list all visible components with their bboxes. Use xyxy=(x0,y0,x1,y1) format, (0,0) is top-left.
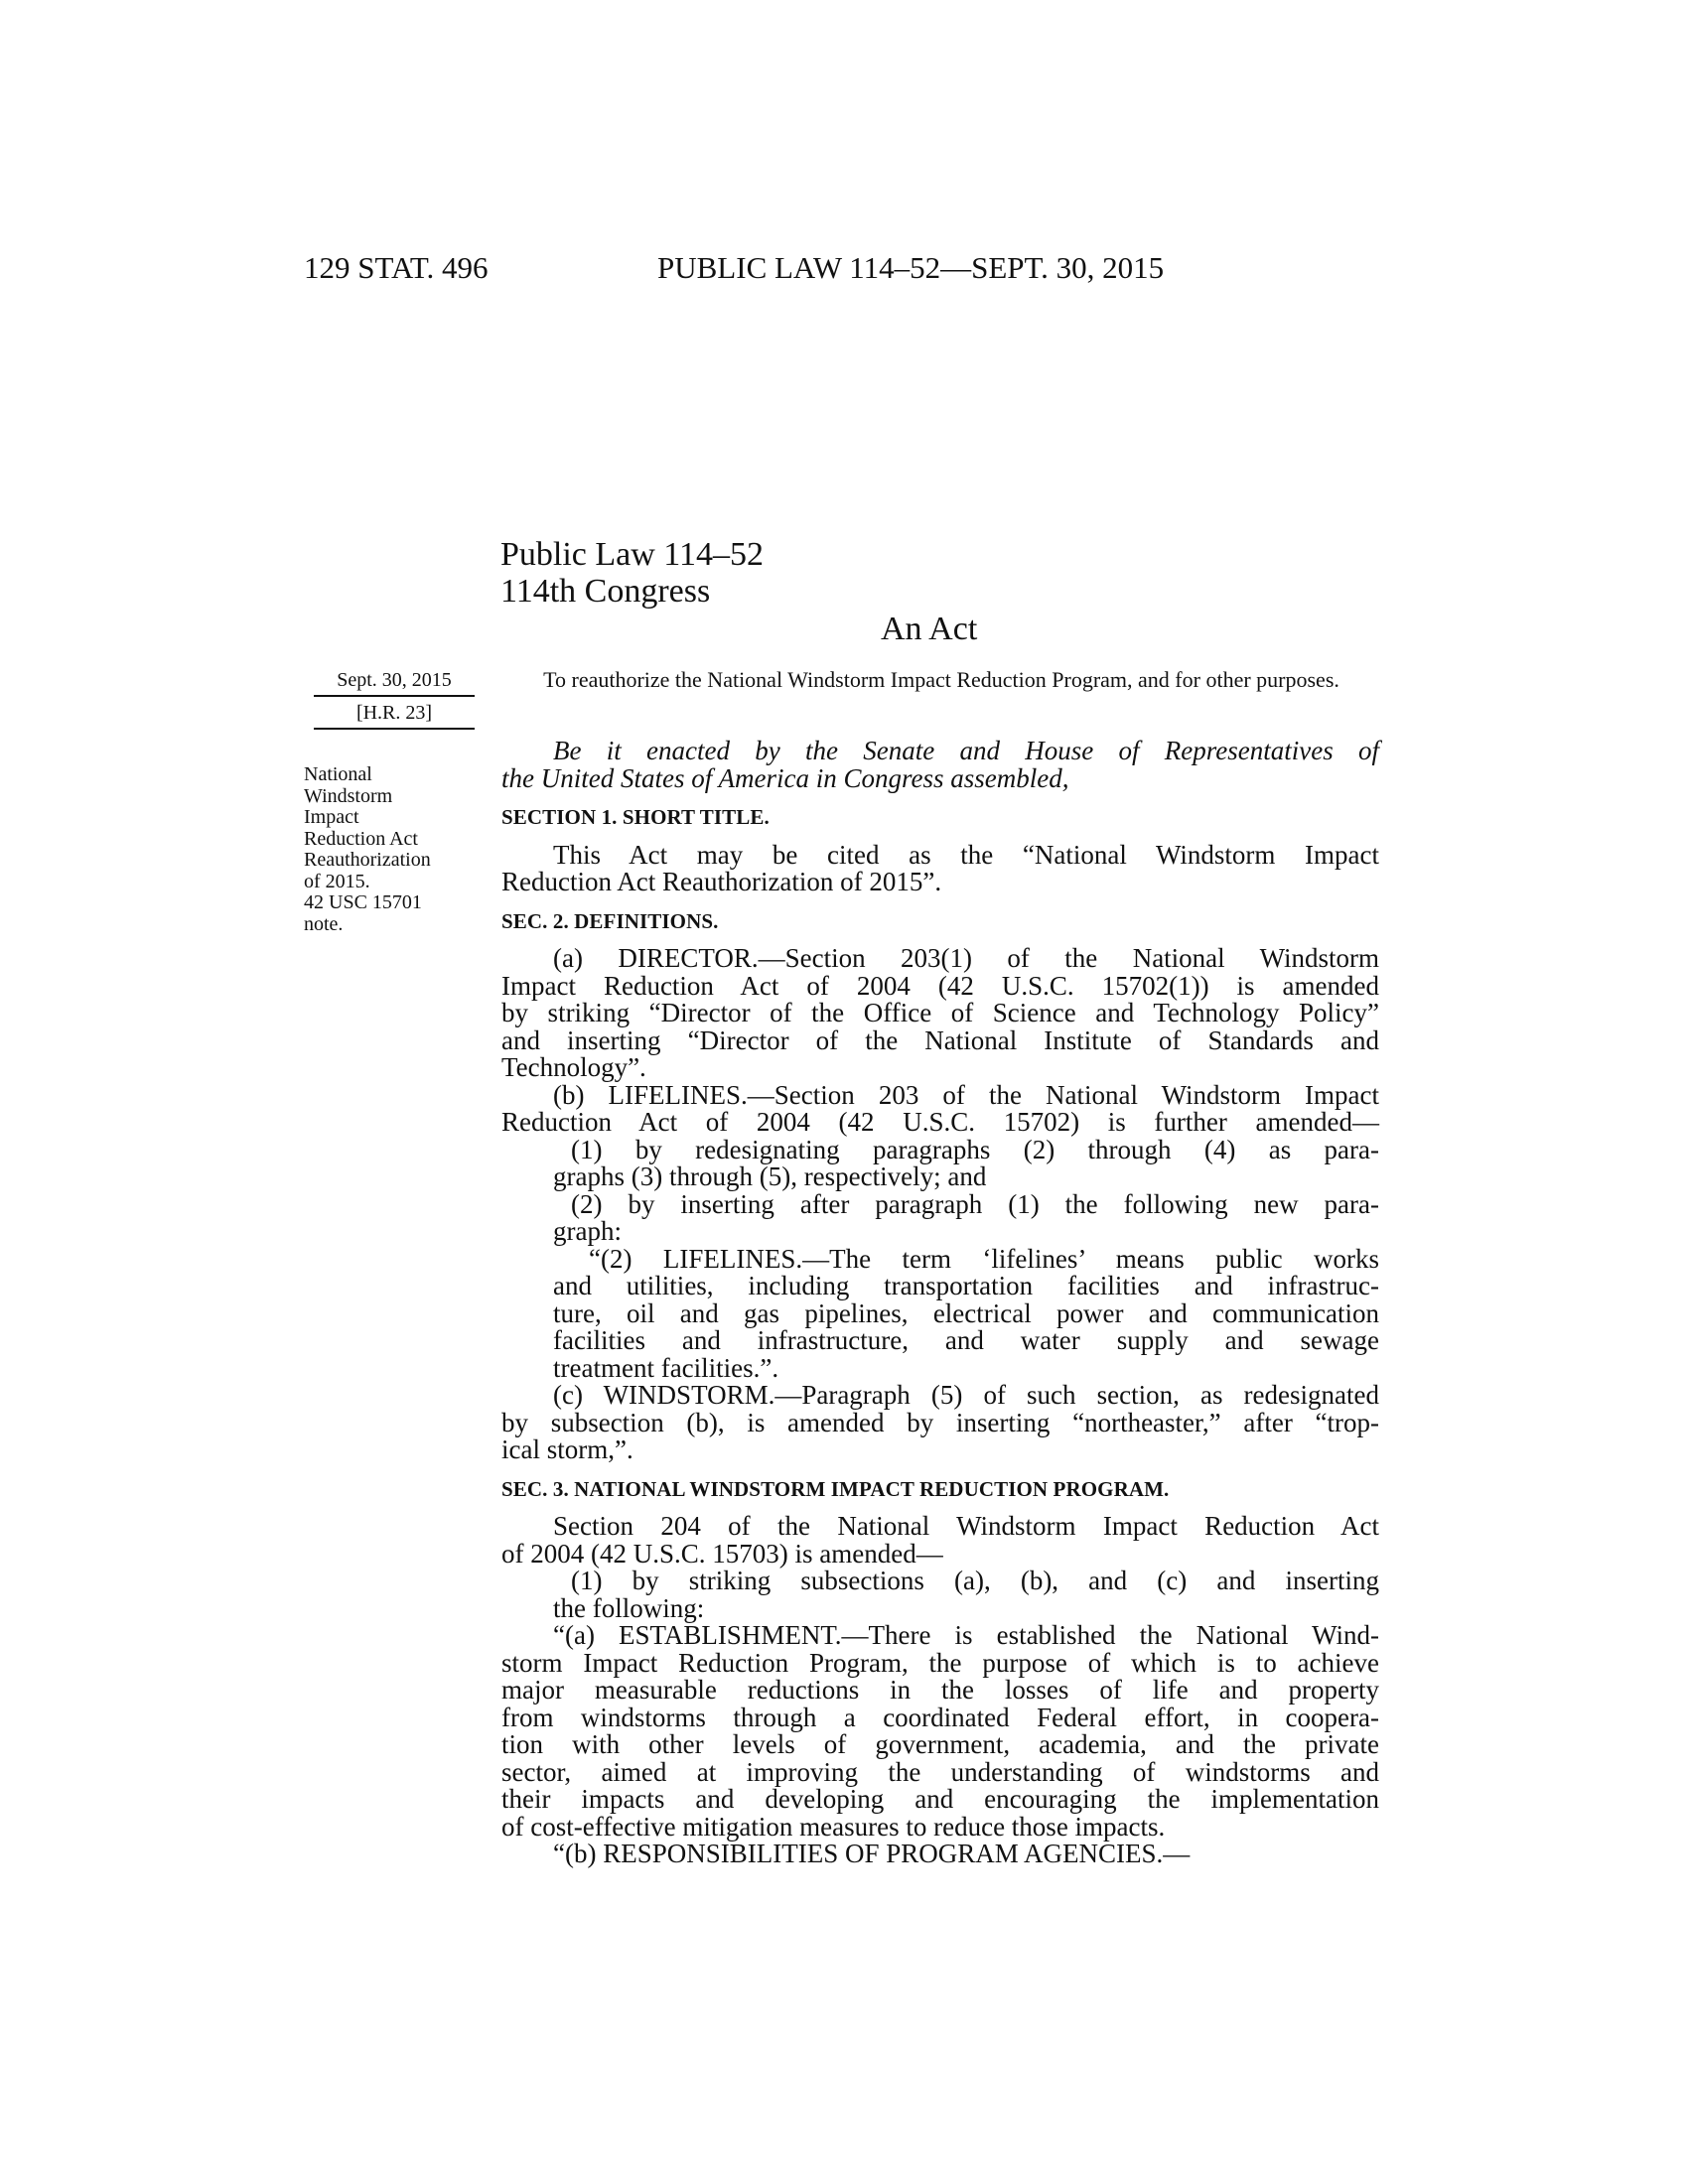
text-line: Reduction Act of 2004 (42 U.S.C. 15702) is further amended— xyxy=(501,1107,1379,1137)
text-line: (2) by inserting after paragraph (1) the following new para- xyxy=(571,1188,1379,1219)
margin-note-line: Windstorm xyxy=(304,784,393,807)
text-line: Technology”. xyxy=(501,1052,646,1082)
text-line: and utilities, including transportation facilities and infrastruc- xyxy=(553,1271,1379,1300)
text-line: by striking “Director of the Office of Science and Technology Policy” xyxy=(501,998,1379,1027)
running-head-stat: 129 STAT. 496 xyxy=(304,250,489,285)
margin-note-line: Impact xyxy=(304,806,359,828)
text-line: major measurable reductions in the losses of life and property xyxy=(501,1675,1379,1705)
text-line: “(2) LIFELINES.—The term ‘lifelines’ means public works xyxy=(589,1243,1379,1274)
margin-note-line: of 2015. xyxy=(304,870,370,892)
enacting-clause-line: Be it enacted by the Senate and House of Representatives of xyxy=(553,736,1379,765)
text-line: graphs (3) through (5), respectively; and xyxy=(553,1161,987,1191)
text-line: storm Impact Reduction Program, the purpose of which is to achieve xyxy=(501,1647,1379,1678)
act-body xyxy=(501,738,1379,1868)
text-line: sector, aimed at improving the understanding of windstorms and xyxy=(501,1756,1379,1787)
text-line: (b) LIFELINES.—Section 203 of the National Windstorm Impact xyxy=(553,1079,1379,1110)
text-line: ical storm,”. xyxy=(501,1434,633,1464)
purpose-clause: To reauthorize the National Windstorm Impact Reduction Program, and for other purposes. xyxy=(543,667,1339,692)
margin-note-line: Reduction Act xyxy=(304,827,418,850)
margin-note-line: National xyxy=(304,763,372,785)
text-line: (1) by striking subsections (a), (b), and (c) and inserting xyxy=(571,1566,1379,1595)
text-line: the following: xyxy=(553,1592,705,1623)
margin-note-line: 42 USC 15701 xyxy=(304,891,422,913)
margin-bill-number: [H.R. 23] xyxy=(314,702,475,730)
text-line: ture, oil and gas pipelines, electrical power and communication xyxy=(553,1297,1379,1328)
text-line: Impact Reduction Act of 2004 (42 U.S.C. 15702(1)) is amended xyxy=(501,970,1379,1001)
text-line: by subsection (b), is amended by inserting “northeaster,” after “trop- xyxy=(501,1407,1379,1437)
text-line: treatment facilities.”. xyxy=(553,1352,779,1383)
text-line: and inserting “Director of the National Institute of Standards and xyxy=(501,1024,1379,1055)
text-line: Section 204 of the National Windstorm Impact Reduction Act xyxy=(553,1511,1379,1541)
text-line: “(a) ESTABLISHMENT.—There is established the National Wind- xyxy=(553,1620,1379,1650)
text-line: (c) WINDSTORM.—Paragraph (5) of such section, as redesignated xyxy=(553,1380,1379,1410)
section-heading: SEC. 2. DEFINITIONS. xyxy=(501,908,719,933)
text-line: tion with other levels of government, academia, and the private xyxy=(501,1729,1379,1759)
text-line: This Act may be cited as the “National Windstorm Impact xyxy=(553,839,1379,870)
section-heading: SEC. 3. NATIONAL WINDSTORM IMPACT REDUCTION PROGRAM. xyxy=(501,1476,1170,1501)
text-line: from windstorms through a coordinated Federal effort, in coopera- xyxy=(501,1702,1379,1732)
text-line: graph: xyxy=(553,1216,622,1246)
enacting-clause-line: the United States of America in Congress assembled, xyxy=(501,762,1069,793)
margin-note-line: Reauthorization xyxy=(304,849,431,871)
text-line: “(b) RESPONSIBILITIES OF PROGRAM AGENCIES.— xyxy=(553,1839,1191,1868)
act-heading: An Act xyxy=(881,611,978,647)
congress: 114th Congress xyxy=(500,573,711,610)
margin-date: Sept. 30, 2015 xyxy=(314,669,475,697)
text-line: of cost-effective mitigation measures to reduce those impacts. xyxy=(501,1811,1166,1842)
text-line: (1) by redesignating paragraphs (2) through (4) as para- xyxy=(571,1134,1379,1164)
law-number: Public Law 114–52 xyxy=(500,536,765,573)
text-line: Reduction Act Reauthorization of 2015”. xyxy=(501,867,942,896)
text-line: (a) DIRECTOR.—Section 203(1) of the National Windstorm xyxy=(553,943,1379,973)
margin-note-line: note. xyxy=(304,912,344,935)
running-head-title: PUBLIC LAW 114–52—SEPT. 30, 2015 xyxy=(657,250,1165,285)
text-line: facilities and infrastructure, and water supply and sewage xyxy=(553,1325,1379,1355)
text-line: their impacts and developing and encouraging the implementation xyxy=(501,1784,1379,1814)
section-heading: SECTION 1. SHORT TITLE. xyxy=(501,805,770,829)
text-line: of 2004 (42 U.S.C. 15703) is amended— xyxy=(501,1538,943,1569)
margin-notes xyxy=(304,764,431,935)
law-title-block xyxy=(500,536,764,610)
